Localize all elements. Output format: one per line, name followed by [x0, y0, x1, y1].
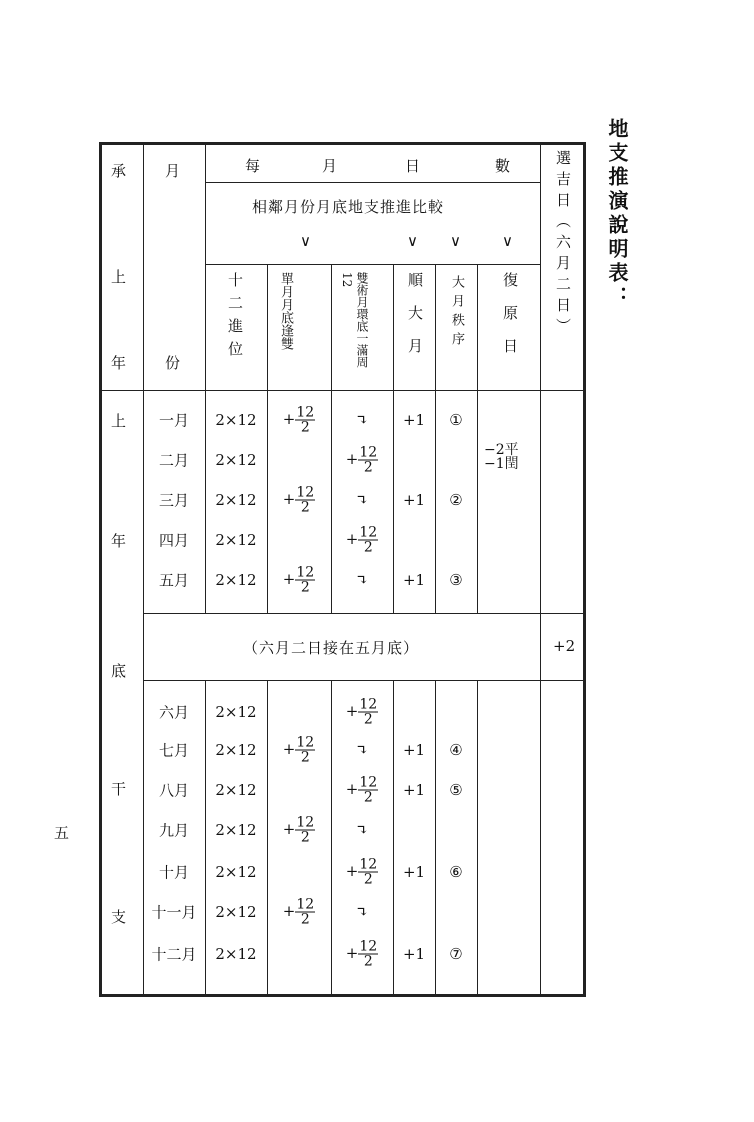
sign: +	[345, 530, 359, 548]
carry-arrow-icon: ↴	[355, 903, 369, 921]
order-cell	[435, 781, 477, 799]
fraction	[295, 406, 315, 435]
denominator: 2	[363, 539, 373, 556]
month-label: 十一月	[151, 903, 197, 922]
compare-mark: ∨	[300, 232, 311, 250]
compare-mark: ∨	[502, 232, 513, 250]
side-label: 干	[111, 780, 127, 798]
decimal-cell	[205, 863, 267, 881]
shun-value: +1	[402, 491, 426, 509]
shun-value: +1	[402, 863, 426, 881]
shun-value: +1	[402, 741, 426, 759]
denominator: 2	[300, 911, 310, 928]
order-mark: ⑤	[449, 781, 463, 799]
compare-mark: ∨	[407, 232, 418, 250]
single-month-cell	[267, 406, 331, 435]
fraction	[295, 816, 315, 845]
month-label: 三月	[158, 491, 189, 510]
shun-cell	[393, 491, 435, 509]
sign: +	[282, 902, 296, 920]
subcol-restore: 復原日	[501, 272, 519, 371]
order-mark: ①	[449, 411, 463, 429]
header-nian: 年	[111, 354, 127, 372]
decimal-value: 2×12	[215, 703, 257, 721]
subcol-decimal: 十二進位	[226, 272, 244, 364]
decimal-value: 2×12	[215, 571, 257, 589]
shun-cell	[393, 741, 435, 759]
month-cell	[143, 780, 205, 801]
side-label: 支	[111, 908, 127, 926]
denominator: 2	[363, 711, 373, 728]
denominator: 2	[300, 749, 310, 766]
decimal-cell	[205, 571, 267, 589]
side-label: 底	[111, 662, 127, 680]
decimal-value: 2×12	[215, 741, 257, 759]
shun-cell	[393, 945, 435, 963]
group-title-2: 月	[322, 157, 338, 175]
month-cell	[143, 530, 205, 551]
month-cell	[143, 702, 205, 723]
single-month-cell	[267, 566, 331, 595]
fraction	[358, 940, 378, 969]
group-title-4: 數	[495, 157, 511, 175]
numerator: 12	[359, 444, 378, 461]
decimal-cell	[205, 741, 267, 759]
single-month-cell	[267, 898, 331, 927]
denominator: 2	[300, 499, 310, 516]
denominator: 2	[363, 953, 373, 970]
double-month-cell	[331, 698, 393, 727]
fraction	[358, 776, 378, 805]
decimal-cell	[205, 821, 267, 839]
decimal-value: 2×12	[215, 411, 257, 429]
decimal-value: 2×12	[215, 821, 257, 839]
subcol-double: 雙術月環底一滿周12	[340, 272, 369, 368]
denominator: 2	[363, 789, 373, 806]
numerator: 12	[359, 524, 378, 541]
middle-note: （六月二日接在五月底）	[243, 639, 420, 657]
group-title-3: 日	[405, 157, 421, 175]
decimal-cell	[205, 411, 267, 429]
carry-arrow-icon: ↴	[355, 411, 369, 429]
fraction	[295, 736, 315, 765]
fraction	[295, 898, 315, 927]
sign: +	[345, 702, 359, 720]
double-month-cell	[331, 903, 393, 921]
numerator: 12	[359, 696, 378, 713]
subcol-single: 單月月底逢雙	[278, 272, 293, 350]
denominator: 2	[300, 579, 310, 596]
sign: +	[282, 490, 296, 508]
decimal-cell	[205, 781, 267, 799]
sign: +	[345, 450, 359, 468]
numerator: 12	[296, 404, 315, 421]
header-xuanji: 選吉日（六月二日）	[554, 150, 572, 339]
double-month-cell	[331, 940, 393, 969]
restore-note-line: −2平	[484, 442, 519, 458]
table-title: 地支推演說明表：	[605, 118, 629, 310]
shun-value: +1	[402, 571, 426, 589]
order-mark: ④	[449, 741, 463, 759]
header-cheng: 承	[111, 162, 127, 180]
sign: +	[345, 944, 359, 962]
shun-value: +1	[402, 781, 426, 799]
fraction	[295, 566, 315, 595]
numerator: 12	[296, 896, 315, 913]
single-month-cell	[267, 816, 331, 845]
decimal-value: 2×12	[215, 531, 257, 549]
decimal-cell	[205, 703, 267, 721]
shun-value: +1	[402, 945, 426, 963]
decimal-cell	[205, 451, 267, 469]
shun-value: +1	[402, 411, 426, 429]
order-mark: ②	[449, 491, 463, 509]
order-cell	[435, 491, 477, 509]
sign: +	[282, 410, 296, 428]
subcol-shun: 順大月	[406, 272, 424, 371]
fraction	[358, 446, 378, 475]
side-label: 上	[111, 412, 127, 430]
side-label: 年	[111, 532, 127, 550]
order-cell	[435, 741, 477, 759]
restore-note	[484, 443, 519, 471]
decimal-value: 2×12	[215, 945, 257, 963]
decimal-value: 2×12	[215, 781, 257, 799]
carry-arrow-icon: ↴	[355, 741, 369, 759]
sign: +	[345, 862, 359, 880]
month-cell	[143, 862, 205, 883]
month-cell	[143, 740, 205, 761]
header-month: 月	[165, 162, 181, 180]
decimal-cell	[205, 903, 267, 921]
order-cell	[435, 863, 477, 881]
order-cell	[435, 945, 477, 963]
month-cell	[143, 410, 205, 431]
shun-cell	[393, 571, 435, 589]
month-label: 四月	[158, 531, 189, 550]
header-shang: 上	[111, 268, 127, 286]
header-fen: 份	[165, 354, 181, 372]
month-label: 十月	[158, 863, 189, 882]
double-month-cell	[331, 491, 393, 509]
numerator: 12	[296, 814, 315, 831]
single-month-cell	[267, 736, 331, 765]
sign: +	[282, 570, 296, 588]
double-month-cell	[331, 411, 393, 429]
decimal-value: 2×12	[215, 863, 257, 881]
sign: +	[282, 740, 296, 758]
order-cell	[435, 571, 477, 589]
sign: +	[282, 820, 296, 838]
double-month-cell	[331, 821, 393, 839]
double-month-cell	[331, 858, 393, 887]
decimal-cell	[205, 491, 267, 509]
numerator: 12	[359, 938, 378, 955]
double-month-cell	[331, 741, 393, 759]
fraction	[358, 526, 378, 555]
month-label: 八月	[158, 781, 189, 800]
carry-arrow-icon: ↴	[355, 571, 369, 589]
numerator: 12	[296, 484, 315, 501]
month-cell	[143, 570, 205, 591]
numerator: 12	[359, 856, 378, 873]
double-month-cell	[331, 526, 393, 555]
month-label: 五月	[158, 571, 189, 590]
numerator: 12	[296, 564, 315, 581]
month-cell	[143, 490, 205, 511]
order-cell	[435, 411, 477, 429]
decimal-value: 2×12	[215, 491, 257, 509]
numerator: 12	[296, 734, 315, 751]
denominator: 2	[300, 829, 310, 846]
month-label: 二月	[158, 451, 189, 470]
fraction	[295, 486, 315, 515]
month-cell	[143, 820, 205, 841]
sign: +	[345, 780, 359, 798]
month-label: 一月	[158, 411, 189, 430]
month-cell	[143, 902, 205, 923]
double-month-cell	[331, 446, 393, 475]
decimal-value: 2×12	[215, 451, 257, 469]
carry-arrow-icon: ↴	[355, 491, 369, 509]
group-title-1: 每	[245, 157, 261, 175]
fraction	[358, 698, 378, 727]
single-month-cell	[267, 486, 331, 515]
month-label: 七月	[158, 741, 189, 760]
carry-arrow-icon: ↴	[355, 821, 369, 839]
denominator: 2	[363, 459, 373, 476]
denominator: 2	[300, 419, 310, 436]
restore-note-line: −1閏	[484, 456, 519, 472]
order-mark: ③	[449, 571, 463, 589]
shun-cell	[393, 411, 435, 429]
double-month-cell	[331, 571, 393, 589]
shun-cell	[393, 863, 435, 881]
decimal-cell	[205, 531, 267, 549]
order-mark: ⑥	[449, 863, 463, 881]
month-cell	[143, 450, 205, 471]
denominator: 2	[363, 871, 373, 888]
shun-cell	[393, 781, 435, 799]
decimal-value: 2×12	[215, 903, 257, 921]
middle-value: +2	[553, 637, 576, 655]
double-month-cell	[331, 776, 393, 805]
month-label: 六月	[158, 703, 189, 722]
numerator: 12	[359, 774, 378, 791]
month-label: 十二月	[151, 945, 197, 964]
compare-mark: ∨	[450, 232, 461, 250]
subgroup-title: 相鄰月份月底地支推進比較	[252, 198, 445, 216]
order-mark: ⑦	[449, 945, 463, 963]
month-label: 九月	[158, 821, 189, 840]
month-cell	[143, 944, 205, 965]
fraction	[358, 858, 378, 887]
decimal-cell	[205, 945, 267, 963]
page-number: 五	[54, 824, 70, 842]
subcol-order: 大月秩序	[449, 275, 464, 351]
